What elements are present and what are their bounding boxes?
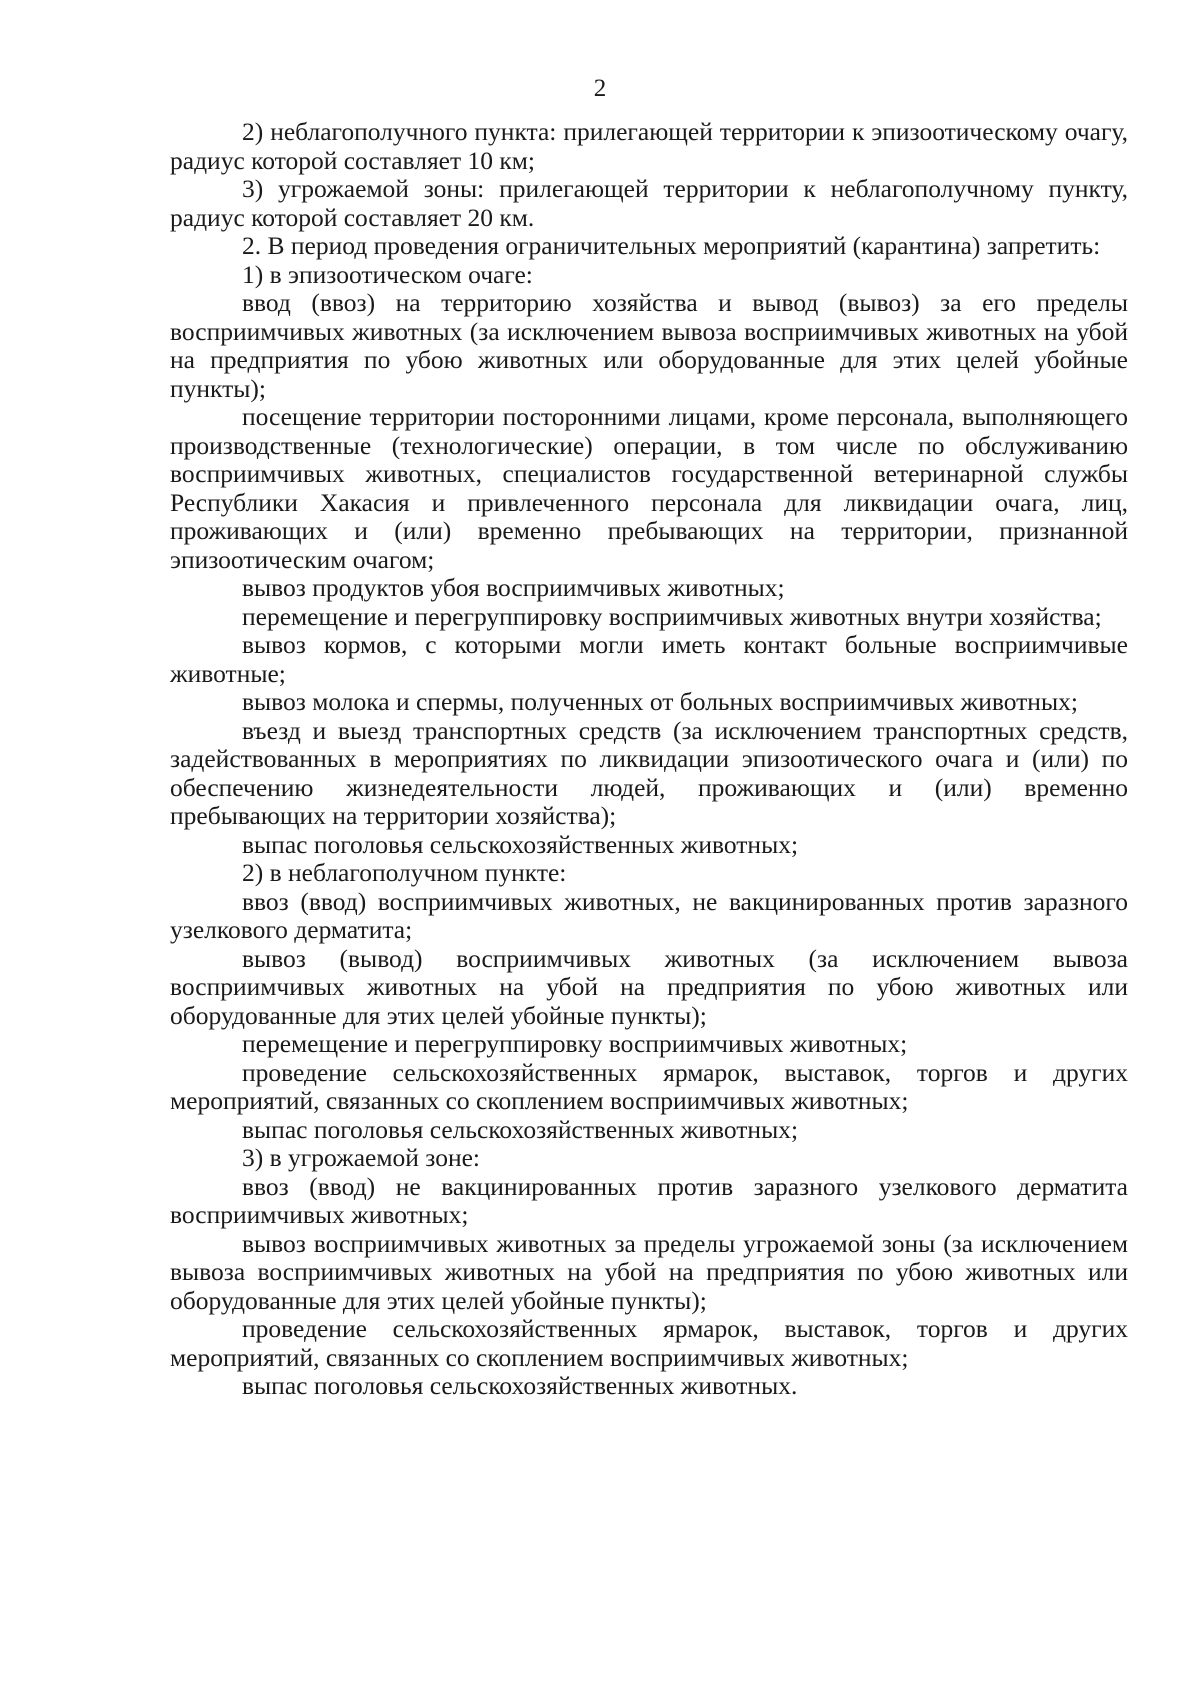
page-number: 2 <box>593 75 607 102</box>
paragraph-item: проведение сельскохозяйственных ярмарок, выставок, торгов и других мероприятий, связанных со скоплением восприимчивых животных; <box>170 1314 1128 1372</box>
paragraph-item: вывоз восприимчивых животных за пределы угрожаемой зоны (за исключением вывоза восприимчивых животных на убой на предприятия по убою животных или оборудованные для этих целей убойные пункты); <box>170 1228 1128 1315</box>
paragraph-item: перемещение и перегруппировку восприимчивых животных; <box>242 1029 908 1058</box>
paragraph-item: перемещение и перегруппировку восприимчивых животных внутри хозяйства; <box>242 601 1102 631</box>
paragraph-item: выпас поголовья сельскохозяйственных животных; <box>242 1114 799 1144</box>
paragraph-item: ввоз (ввод) не вакцинированных против заразного узелкового дерматита восприимчивых животных; <box>170 1171 1128 1229</box>
paragraph-item: ввоз (ввод) восприимчивых животных, не вакцинированных против заразного узелкового дерматита; <box>170 886 1128 944</box>
paragraph-item: вывоз кормов, с которыми могли иметь контакт больные восприимчивые животные; <box>170 630 1128 688</box>
paragraph-item: выпас поголовья сельскохозяйственных животных. <box>242 1371 798 1400</box>
document-body <box>170 118 1128 1401</box>
paragraph-section-2-heading: 2. В период проведения ограничительных мероприятий (карантина) запретить: <box>242 231 1101 260</box>
paragraph-item: вывоз (вывод) восприимчивых животных (за исключением вывоза восприимчивых животных на убой на предприятия по убою животных или оборудованные для этих целей убойные пункты); <box>170 943 1128 1030</box>
paragraph-item: вывоз молока и спермы, полученных от больных восприимчивых животных; <box>242 687 1078 716</box>
paragraph-zone-unfavorable-point: 2) неблагополучного пункта: прилегающей территории к эпизоотическому очагу, радиус которой составляет 10 км; <box>170 117 1128 175</box>
paragraph-item: выпас поголовья сельскохозяйственных животных; <box>242 829 799 859</box>
paragraph-zone-threatened: 3) угрожаемой зоны: прилегающей территории к неблагополучному пункту, радиус которой составляет 20 км. <box>170 174 1128 232</box>
paragraph-item: ввод (ввоз) на территорию хозяйства и вывод (вывоз) за его пределы восприимчивых животных (за исключением вывоза восприимчивых животных на убой на предприятия по убою животных или оборудованные для этих целей убойные пункты); <box>170 288 1128 403</box>
paragraph-item: вывоз продуктов убоя восприимчивых животных; <box>242 573 785 602</box>
paragraph-subsection-3-heading: 3) в угрожаемой зоне: <box>242 1143 480 1172</box>
paragraph-subsection-1-heading: 1) в эпизоотическом очаге: <box>242 259 533 289</box>
paragraph-subsection-2-heading: 2) в неблагополучном пункте: <box>242 858 567 887</box>
paragraph-item: въезд и выезд транспортных средств (за исключением транспортных средств, задействованных в мероприятиях по ликвидации эпизоотического очага и (или) по обеспечению жизнедеятельности людей, проживающих и (или) временно пребывающих на территории хозяйства); <box>170 715 1128 830</box>
paragraph-item: проведение сельскохозяйственных ярмарок, выставок, торгов и других мероприятий, связанных со скоплением восприимчивых животных; <box>170 1057 1128 1115</box>
paragraph-item: посещение территории посторонними лицами, кроме персонала, выполняющего производственные (технологические) операции, в том числе по обслуживанию восприимчивых животных, специалистов государственной ветеринарной службы Республики Хакасия и привлеченного персонала для ликвидации очага, лиц, проживающих и (или) временно пребывающих на территории, признанной эпизоотическим очагом; <box>170 402 1128 574</box>
